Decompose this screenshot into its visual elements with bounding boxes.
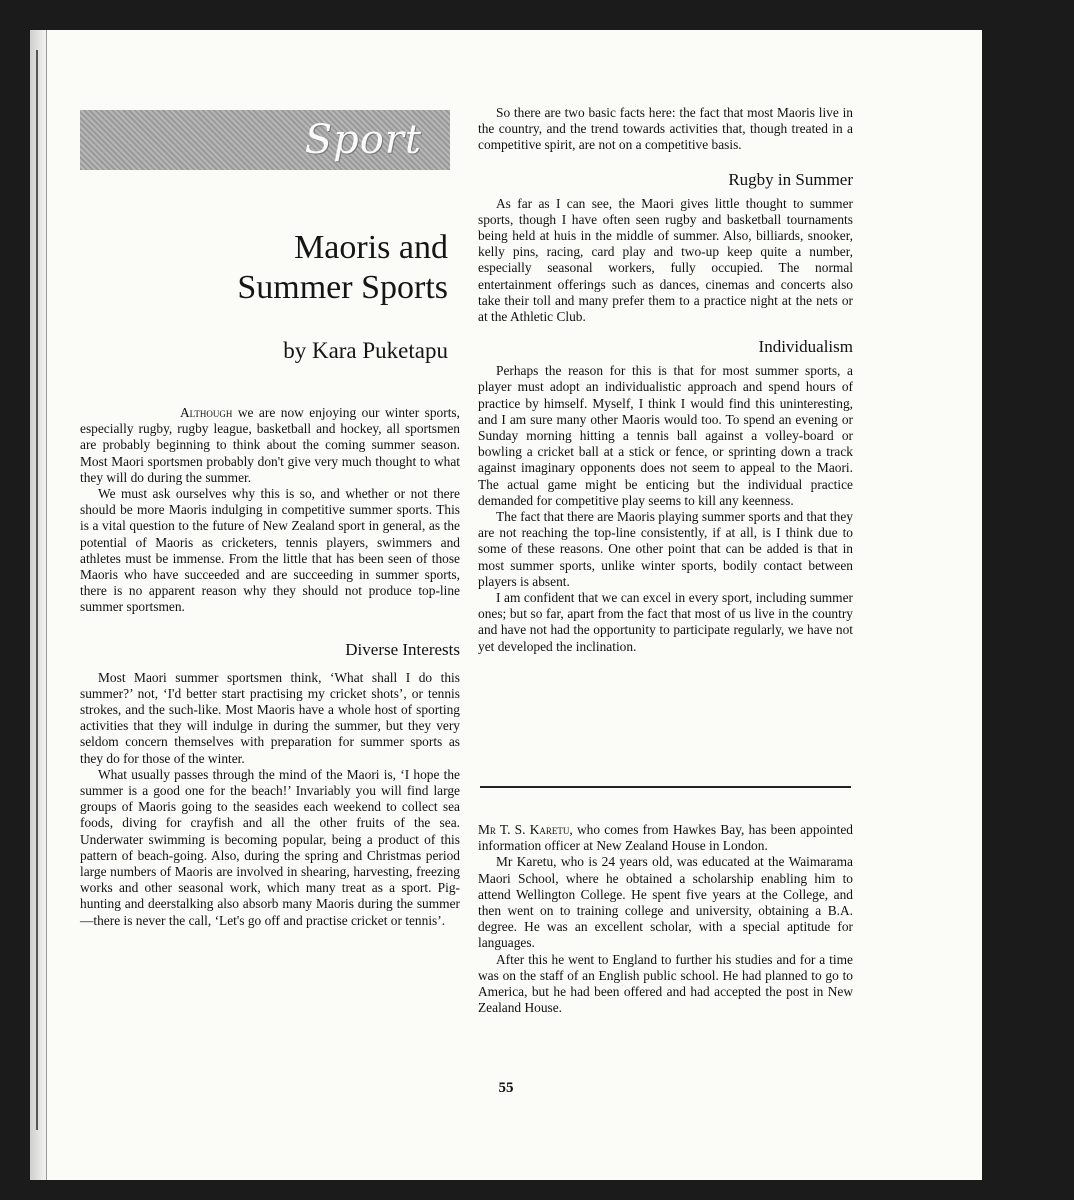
title-line-2: Summer Sports [237,269,448,306]
section-divider [480,786,851,788]
article-paragraph [80,405,460,486]
news-paragraph: Mr Karetu, who is 24 years old, was educated at the Waimarama Maori School, where he obtained a scholarship enabling him to attend Wellington College. He spent five years at the College, and then went on to training college and university, obtaining a B.A. degree. He was an excellent scholar, with a special aptitude for languages. [478,854,853,951]
right-column [478,105,853,655]
article-paragraph: The fact that there are Maoris playing summer sports and that they are not reaching the top-line consistently, if at all, is I think due to some of these reasons. One other point that can be added is that in most summer sports, unlike winter sports, bodily contact between players is absent. [478,509,853,589]
section-banner-label: Sport [304,117,422,163]
paragraph-text: we are now enjoying our winter sports, especially rugby, rugby league, basketball and hockey, all sportsmen are probably beginning to think about the coming summer season. Most Maori sportsmen probably don't give very much thought to what they will do during the summer. [80,405,460,485]
drop-lead-word: Although [180,405,233,420]
title-line-1: Maoris and [294,229,448,266]
news-paragraph: After this he went to England to further his studies and for a time was on the staff of an English public school. He had planned to go to America, but he had been offered and had accepted the post in New Zealand House. [478,951,853,1016]
article-paragraph: Most Maori summer sportsmen think, ‘What shall I do this summer?’ not, ‘I'd better start practising my cricket shots’, or tennis strokes, and the such-like. Most Maoris have a whole host of sporting activities that they will indulge in during the summer, but they very seldom concern themselves with preparation for summer sports as they do for those of the winter. [80,669,460,766]
left-column [80,405,460,929]
magazine-page [30,30,982,1180]
article-title [180,228,448,308]
subheading-individualism: Individualism [758,337,853,357]
news-paragraph [478,822,853,854]
news-lead: Mr T. S. Karetu, [478,822,573,837]
article-paragraph: As far as I can see, the Maori gives little thought to summer sports, though I have often seen rugby and basketball tournaments being held at huis in the middle of summer. Also, billiards, snooker, kelly pins, racing, card play and two-up keep quite a number, especially seasonal workers, fully occupied. The normal entertainment offerings such as dances, cinemas and concerts also take their toll and many prefer them to a practice night at the nets or at the Athletic Club. [478,195,853,325]
page-binding [30,30,47,1180]
article-byline: by Kara Puketapu [283,338,448,363]
article-paragraph: What usually passes through the mind of the Maori is, ‘I hope the summer is a good one for the beach!’ Invariably you will find large groups of Maoris going to the seasides each weekend to collect sea foods, diving for crayfish and all the other fruits of the sea. Underwater swimming is becoming popular, being a product of this pattern of beach-going. Also, during the spring and Christmas period large numbers of Maoris are involved in shearing, harvesting, freezing works and other seasonal work, which many treat as a sport. Pig-hunting and deerstalking also absorb many Maoris during the summer—there is never the call, ‘Let's go off and practise cricket or tennis’. [80,766,460,928]
article-paragraph: We must ask ourselves why this is so, and whether or not there should be more Maoris indulging in competitive summer sports. This is a vital question to the future of New Zealand sport in general, as the potential of Maoris as cricketers, tennis players, swimmers and athletes must be immense. From the little that has been seen of those Maoris who have succeeded and are succeeding in summer sports, there is no apparent reason why they should not produce top-line summer sportsmen. [80,486,460,615]
paragraph-text: who comes from Hawkes Bay, has been appointed information officer at New Zealand House in London. [478,822,853,854]
subheading-diverse-interests: Diverse Interests [345,639,460,659]
news-item [478,822,853,1016]
binding-line [36,50,38,1130]
page-number: 55 [498,1080,514,1096]
section-banner [80,110,450,170]
article-paragraph: Perhaps the reason for this is that for most summer sports, a player must adopt an individualistic approach and spend hours of practice by himself. Myself, I think I would find this uninteresting, and I am sure many other Maoris would too. To spend an evening or Sunday morning hitting a tennis ball against a volley-board or bowling a cricket ball at a stick or fence, or sprinting down a track against imaginary opponents does not seem to appeal to the Maori. The actual game might be enticing but the individual practice demanded for competitive play seems to kill any keenness. [478,363,853,508]
article-paragraph: I am confident that we can excel in every sport, including summer ones; but so far, apart from the fact that most of us live in the country and have not had the opportunity to participate regularly, we have not yet developed the inclination. [478,590,853,654]
subheading-rugby-in-summer: Rugby in Summer [728,169,853,189]
article-paragraph: So there are two basic facts here: the fact that most Maoris live in the country, and the trend towards activities that, though treated in a competitive spirit, are not on a competitive basis. [478,105,853,153]
